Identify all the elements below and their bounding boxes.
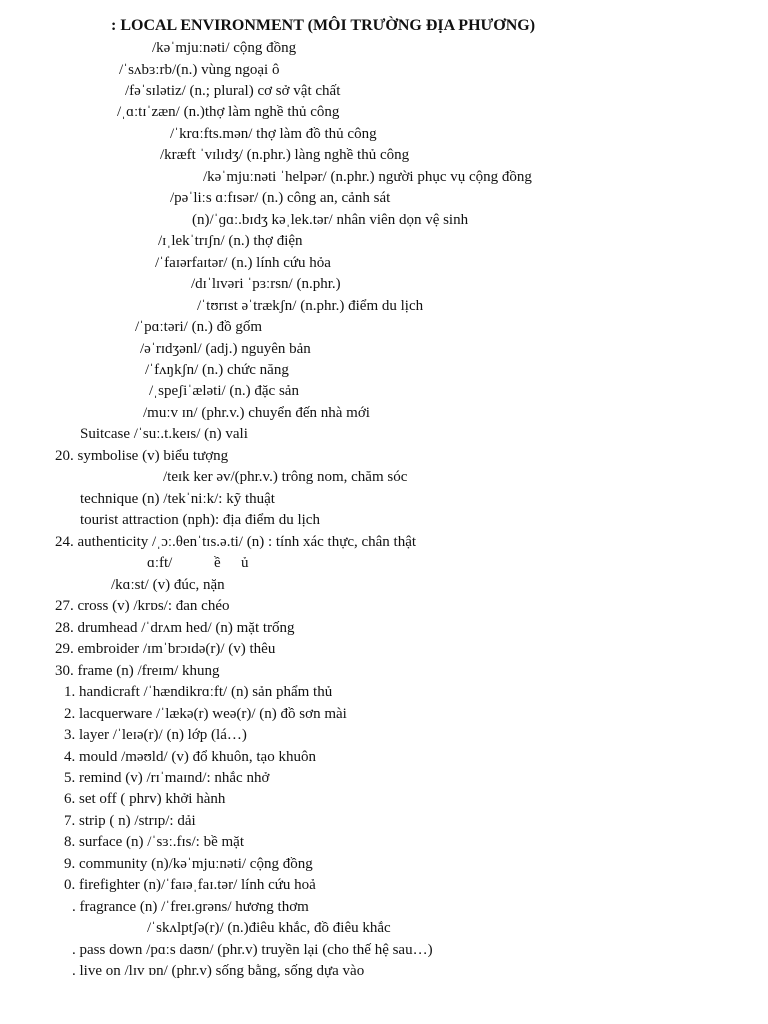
text-fragment: ề — [214, 555, 221, 571]
page-title: : LOCAL ENVIRONMENT (MÔI TRƯỜNG ĐỊA PHƯƠNG) — [111, 17, 536, 34]
text-line: /ˈkrɑːfts.mən/ thợ làm đồ thủ công — [170, 126, 377, 142]
text-line: 4. mould /məʊld/ (v) đổ khuôn, tạo khuôn — [64, 749, 316, 765]
text-line: /teɪk ker əv/(phr.v.) trông nom, chăm sóc — [163, 469, 408, 485]
text-line: /ˌspeʃiˈæləti/ (n.) đặc sản — [149, 383, 299, 399]
text-line: /kəˈmjuːnəti ˈhelpər/ (n.phr.) người phục vụ cộng đồng — [203, 169, 532, 185]
text-line: /pəˈliːs ɑːfɪsər/ (n.) công an, cảnh sát — [170, 190, 391, 206]
text-line: /ɪˌlekˈtrɪʃn/ (n.) thợ điện — [158, 233, 303, 249]
text-line: /ˈsʌbɜːrb/(n.) vùng ngoại ô — [119, 62, 280, 78]
text-line: /ˈfaɪərfaɪtər/ (n.) lính cứu hỏa — [155, 255, 331, 271]
text-line: (n)/ˈɡɑː.bɪdʒ kəˌlek.tər/ nhân viên dọn vệ sinh — [192, 212, 469, 228]
text-fragment: ɑːft/ — [147, 555, 173, 571]
text-line: 30. frame (n) /freɪm/ khung — [55, 663, 220, 679]
text-line: /ˈskʌlptʃə(r)/ (n.)điêu khắc, đồ điêu khắc — [147, 920, 391, 936]
text-line: 27. cross (v) /krɒs/: đan chéo — [55, 598, 230, 614]
text-line: /kɑːst/ (v) đúc, nặn — [111, 577, 225, 593]
text-line: . pass down /pɑːs daʊn/ (phr.v) truyền lại (cho thế hệ sau…) — [72, 942, 433, 958]
text-line: /ˈpɑːtəri/ (n.) đồ gốm — [135, 319, 262, 335]
text-line: /dɪˈlɪvəri ˈpɜːrsn/ (n.phr.) — [191, 276, 341, 292]
text-line: Suitcase /ˈsuː.t.keɪs/ (n) vali — [80, 426, 248, 442]
text-line: 1. handicraft /ˈhændikrɑːft/ (n) sản phẩm thủ — [64, 684, 333, 700]
text-line: /kəˈmjuːnəti/ cộng đồng — [152, 40, 297, 56]
text-line: /kræft ˈvɪlɪdʒ/ (n.phr.) làng nghề thủ công — [160, 147, 410, 163]
text-line: /muːv ɪn/ (phr.v.) chuyển đến nhà mới — [143, 405, 370, 421]
text-line: 5. remind (v) /rɪˈmaɪnd/: nhắc nhở — [64, 770, 270, 786]
text-line: 29. embroider /ɪmˈbrɔɪdə(r)/ (v) thêu — [55, 641, 276, 657]
text-line: 2. lacquerware /ˈlækə(r) weə(r)/ (n) đồ sơn mài — [64, 706, 347, 722]
text-line: . fragrance (n) /ˈfreɪ.ɡrəns/ hương thơm — [72, 899, 309, 915]
text-line: 9. community (n)/kəˈmjuːnəti/ cộng đồng — [64, 856, 313, 872]
text-line: 0. firefighter (n)/ˈfaɪəˌfaɪ.tər/ lính cứu hoả — [64, 877, 316, 893]
text-line: technique (n) /tekˈniːk/: kỹ thuật — [80, 491, 275, 507]
text-line: 8. surface (n) /ˈsɜː.fɪs/: bề mặt — [64, 834, 244, 850]
text-line: 6. set off ( phrv) khởi hành — [64, 791, 226, 807]
text-line: 28. drumhead /ˈdrʌm hed/ (n) mặt trống — [55, 620, 295, 636]
text-line: 3. layer /ˈleɪə(r)/ (n) lớp (lá…) — [64, 727, 247, 743]
text-line: 24. authenticity /ˌɔː.θenˈtɪs.ə.ti/ (n) : tính xác thực, chân thật — [55, 534, 417, 550]
text-line: /ˌɑːtɪˈzæn/ (n.)thợ làm nghề thủ công — [117, 104, 340, 120]
text-line: /ˈtʊrɪst əˈtrækʃn/ (n.phr.) điểm du lịch — [197, 298, 424, 314]
text-fragment: ủ — [241, 555, 249, 571]
text-line: . live on /lɪv ɒn/ (phr.v) sống bằng, sống dựa vào — [72, 963, 365, 979]
text-line: 7. strip ( n) /strɪp/: dải — [64, 813, 196, 829]
text-line: /əˈrɪdʒənl/ (adj.) nguyên bản — [140, 341, 311, 357]
text-line: /ˈfʌŋkʃn/ (n.) chức năng — [145, 362, 289, 378]
text-line: /fəˈsɪlətiz/ (n.; plural) cơ sở vật chất — [125, 83, 341, 99]
text-line: 20. symbolise (v) biểu tượng — [55, 448, 229, 464]
text-line: tourist attraction (nph): địa điểm du lịch — [80, 512, 320, 528]
